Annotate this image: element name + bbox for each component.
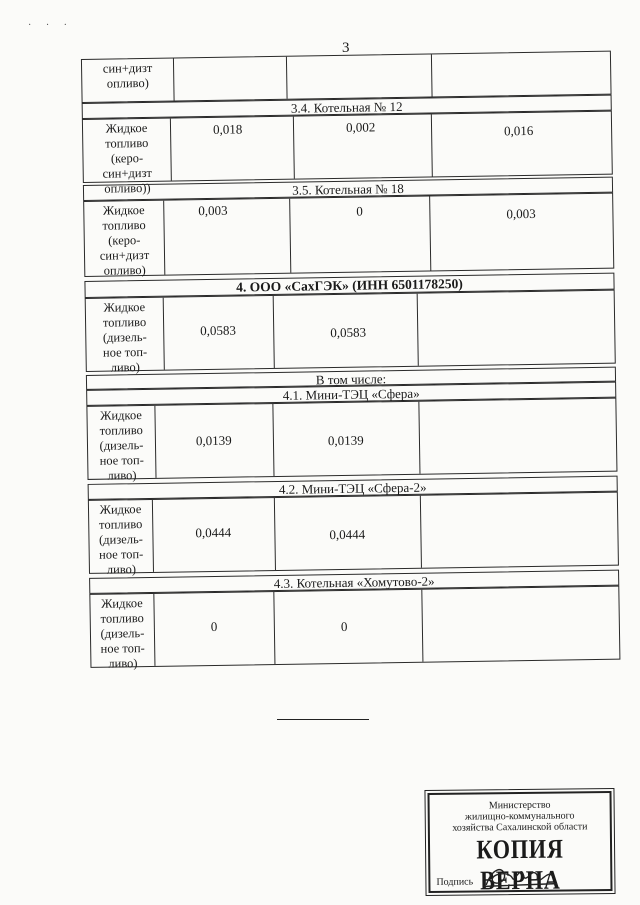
value-cell xyxy=(171,117,295,181)
stamp-ministry-line: хозяйства Сахалинской области xyxy=(452,821,588,834)
fuel-type-cell xyxy=(87,406,156,483)
fuel-type-label: син+дизт опливо) xyxy=(102,60,153,91)
value-cell xyxy=(274,294,419,368)
section-title: 4.2. Мини-ТЭЦ «Сфера-2» xyxy=(278,479,427,497)
fuel-type-cell xyxy=(84,201,165,276)
value: 0,0139 xyxy=(195,432,232,449)
fuel-type-cell xyxy=(86,298,165,375)
table-row xyxy=(86,398,617,483)
fuel-table xyxy=(80,0,624,905)
value-cell xyxy=(432,112,612,177)
section-title: В том числе: xyxy=(315,371,387,388)
table-row xyxy=(83,193,614,277)
fuel-type-label: Жидкое топливо (дизель- ное топ- ливо) xyxy=(99,408,144,483)
certified-copy-stamp xyxy=(427,791,612,896)
value-cell xyxy=(287,54,433,98)
value: 0,003 xyxy=(198,202,228,219)
value-cell xyxy=(273,402,420,476)
value-cell xyxy=(154,592,275,666)
section-title: 4.3. Котельная «Хомутово-2» xyxy=(273,573,435,592)
fuel-type-label: Жидкое топливо (дизель- ное топ- ливо) xyxy=(102,300,148,375)
value-cell xyxy=(274,590,423,664)
value: 0,018 xyxy=(212,121,243,137)
page-number: 3 xyxy=(342,40,350,56)
value: 0,0583 xyxy=(200,322,237,339)
value: 0,0444 xyxy=(329,526,366,543)
separator-line xyxy=(277,719,369,720)
stamp-ministry-line: Министерство xyxy=(488,799,551,812)
fuel-type-cell xyxy=(82,59,175,102)
value-cell xyxy=(275,496,422,570)
stamp-ministry-line: жилищно-коммунального xyxy=(464,810,575,823)
fuel-type-cell xyxy=(90,594,155,671)
value: 0,0139 xyxy=(327,432,364,449)
section-title: 3.4. Котельная № 12 xyxy=(290,98,403,116)
stamp-signature-label: Подпись xyxy=(436,876,474,888)
value-cell xyxy=(155,404,274,478)
stamp-copy-correct: КОПИЯ ВЕРНА xyxy=(476,833,564,896)
fuel-type-label: Жидкое топливо (керо- син+дизт опливо)) xyxy=(102,120,153,196)
section-title: 3.5. Котельная № 18 xyxy=(292,180,404,198)
value: 0,0583 xyxy=(330,324,367,341)
value: 0,016 xyxy=(503,122,534,139)
value-cell xyxy=(174,57,288,101)
value-cell xyxy=(294,114,433,178)
value-cell xyxy=(164,296,275,370)
handwritten-signature xyxy=(482,864,562,891)
fuel-type-cell xyxy=(89,500,154,577)
table-row xyxy=(88,492,619,577)
value-cell xyxy=(153,498,276,572)
table-row xyxy=(85,290,616,375)
fuel-type-cell xyxy=(83,119,172,196)
corner-marks: · · · xyxy=(28,20,73,31)
section-title: 4.1. Мини-ТЭЦ «Сфера» xyxy=(282,385,420,403)
value: 0 xyxy=(340,618,348,634)
value-cell xyxy=(419,399,616,474)
value-cell xyxy=(421,493,618,568)
fuel-type-label: Жидкое топливо (дизель- ное топ- ливо) xyxy=(98,502,144,577)
section-title: 4. ООО «СахГЭК» (ИНН 6501178250) xyxy=(236,276,463,295)
value: 0 xyxy=(210,618,218,635)
value-cell xyxy=(164,199,291,275)
value-cell xyxy=(290,197,431,273)
value: 0,002 xyxy=(345,119,376,135)
value: 0,003 xyxy=(506,205,536,222)
value: 0,0444 xyxy=(195,524,232,541)
value-cell xyxy=(432,52,611,97)
table-row xyxy=(89,586,620,671)
value-cell xyxy=(418,291,615,366)
fuel-type-label: Жидкое топливо (керо- син+дизт опливо) xyxy=(99,203,150,278)
value-cell xyxy=(430,194,613,271)
value: 0 xyxy=(356,203,363,219)
fuel-type-label: Жидкое топливо (дизель- ное топ- ливо) xyxy=(100,596,145,671)
value-cell xyxy=(422,587,619,662)
